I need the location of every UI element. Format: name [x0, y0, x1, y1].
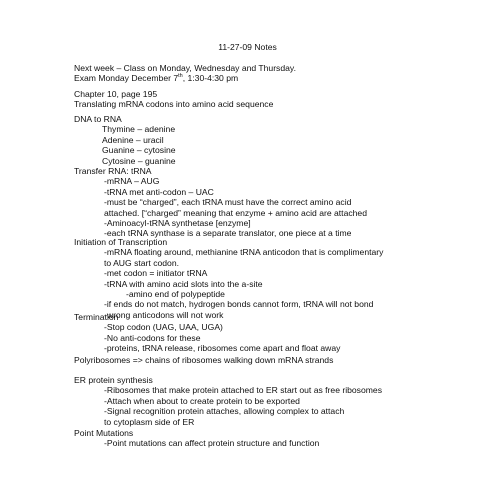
section-heading: Point Mutations — [74, 428, 134, 438]
section-heading: DNA to RNA — [74, 114, 122, 124]
point-mutations-section — [74, 428, 489, 449]
section-heading: ER protein synthesis — [74, 375, 153, 385]
section-heading: Termination — [74, 312, 119, 322]
list-item: -Ribosomes that make protein attached to ER start out as free ribosomes — [104, 385, 382, 396]
list-item: -tRNA with amino acid slots into the a-site — [104, 278, 263, 289]
list-item: attached. [“charged” meaning that enzyme + amino acid are attached — [104, 207, 367, 218]
list-item: -tRNA met anti-codon – UAC — [104, 186, 214, 197]
list-item: -must be “charged”, each tRNA must have the correct amino acid — [104, 197, 352, 208]
transfer-rna-section — [74, 166, 489, 239]
list-item: Guanine – cytosine — [102, 145, 176, 156]
list-item: -if ends do not match, hydrogen bonds cannot form, tRNA will not bond — [104, 299, 374, 310]
list-item: -proteins, tRNA release, ribosomes come apart and float away — [104, 343, 341, 354]
chapter-topic: Translating mRNA codons into amino acid sequence — [74, 99, 274, 110]
list-item: Cytosine – guanine — [102, 155, 176, 166]
page-title: 11-27-09 Notes — [218, 42, 277, 52]
list-item: -each tRNA synthase is a separate translator, one piece at a time — [104, 228, 352, 239]
list-item: -mRNA – AUG — [104, 176, 160, 187]
section-heading: Transfer RNA: tRNA — [74, 166, 152, 176]
list-item: Thymine – adenine — [102, 124, 176, 135]
announcement-exam-date: Exam Monday December 7th, 1:30-4:30 pm — [74, 73, 239, 84]
initiation-section — [74, 237, 489, 320]
list-item: -Stop codon (UAG, UAA, UGA) — [104, 322, 223, 333]
section-heading: Initiation of Transcription — [74, 237, 168, 247]
list-item: -Point mutations can affect protein structure and function — [104, 438, 320, 449]
list-item: -No anti-codons for these — [104, 332, 201, 343]
polyribosomes-section — [74, 355, 489, 365]
dna-to-rna-section — [74, 114, 489, 166]
chapter-reference: Chapter 10, page 195 — [74, 89, 158, 99]
list-item: -wrong anticodons will not work — [104, 309, 224, 320]
list-item: to AUG start codon. — [104, 257, 179, 268]
er-protein-synthesis-section — [74, 375, 489, 427]
termination-section — [74, 309, 489, 354]
list-item: -Aminoacyl-tRNA synthetase [enzyme] — [104, 217, 251, 228]
list-item: -Attach when about to create protein to be exported — [104, 395, 300, 406]
list-item: to cytoplasm side of ER — [104, 416, 195, 427]
list-item: Adenine – uracil — [102, 134, 164, 145]
polyribosomes-line: Polyribosomes => chains of ribosomes walking down mRNA strands — [74, 355, 334, 365]
list-item: -Signal recognition protein attaches, allowing complex to attach — [104, 406, 345, 417]
list-item: -met codon = initiator tRNA — [104, 268, 208, 279]
announcements-section — [74, 63, 489, 84]
list-item: -mRNA floating around, methianine tRNA anticodon that is complimentary — [104, 247, 384, 258]
list-item: -amino end of polypeptide — [126, 288, 225, 299]
announcement-class-schedule: Next week – Class on Monday, Wednesday and Thursday. — [74, 63, 296, 73]
chapter-section — [74, 89, 489, 110]
